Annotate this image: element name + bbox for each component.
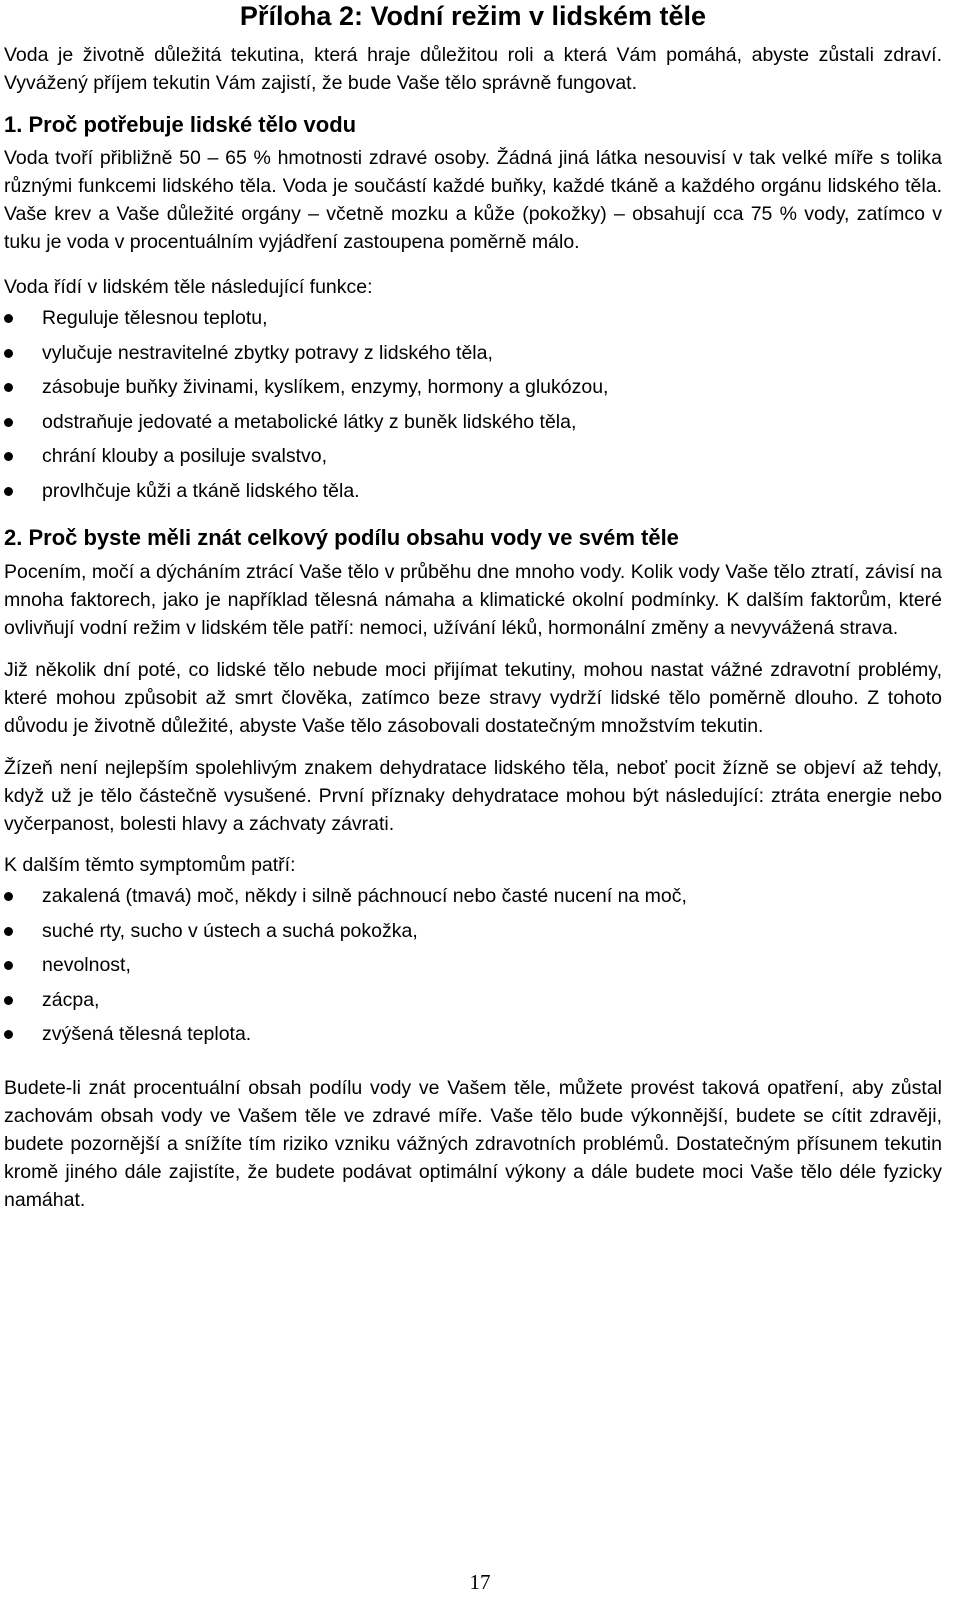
list-item: zásobuje buňky živinami, kyslíkem, enzymy, hormony a glukózou, [4,370,942,405]
list-item: Reguluje tělesnou teplotu, [4,301,942,336]
section-1-heading: 1. Proč potřebuje lidské tělo vodu [4,112,357,137]
list-item: suché rty, sucho v ústech a suchá pokožka, [4,914,942,949]
section-1-paragraph: Voda tvoří přibližně 50 – 65 % hmotnosti zdravé osoby. Žádná jiná látka nesouvisí v tak velké míře s tolika různými funkcemi lidského těla. Voda je součástí každé buňky, každé tkáně a každého orgánu lidského těla. Vaše krev a Vaše důležité orgány – včetně mozku a kůže (pokožky) – obsahují cca 75 % vody, zatímco v tuku je voda v procentuálním vyjádření zastoupena poměrně málo. [4,147,942,253]
bullet-icon [4,452,13,461]
list-item: chrání klouby a posiluje svalstvo, [4,439,942,474]
bullet-icon [4,1030,13,1039]
bullet-icon [4,349,13,358]
page-number: 17 [469,1570,491,1594]
page-title: Příloha 2: Vodní režim v lidském těle [239,1,707,31]
symptoms-list-intro: K dalším těmto symptomům patří: [4,854,296,876]
bullet-icon [4,996,13,1005]
functions-list-intro: Voda řídí v lidském těle následující funkce: [4,276,373,298]
symptoms-list [4,879,942,1052]
section-2-paragraph-4: Budete-li znát procentuální obsah podílu vody ve Vašem těle, můžete provést taková opatření, aby zůstal zachovám obsah vody ve Vašem těle ve zdravé míře. Vaše tělo bude výkonnější, budete se cítit zdravěji, budete pozornější a snížíte tím riziko vzniku vážných zdravotních problémů. Dostatečným přísunem tekutin kromě jiného dále zajistíte, že budete podávat optimální výkony a dále budete moci Vaše tělo déle fyzicky namáhat. [4,1076,942,1211]
list-item: odstraňuje jedovaté a metabolické látky z buněk lidského těla, [4,405,942,440]
bullet-icon [4,418,13,427]
list-item: zvýšená tělesná teplota. [4,1017,942,1052]
section-2-heading: 2. Proč byste měli znát celkový podílu obsahu vody ve svém těle [4,525,679,550]
bullet-icon [4,487,13,496]
list-item: zakalená (tmavá) moč, někdy i silně páchnoucí nebo časté nucení na moč, [4,879,942,914]
bullet-icon [4,927,13,936]
bullet-icon [4,314,13,323]
section-2-paragraph-1: Pocením, močí a dýcháním ztrácí Vaše tělo v průběhu dne mnoho vody. Kolik vody Vaše tělo ztratí, závisí na mnoha faktorech, jako je například tělesná námaha a klimatické okolní podmínky. K dalším faktorům, které ovlivňují vodní režim v lidském těle patří: nemoci, užívání léků, hormonální změny a nevyvážená strava. [4,561,942,639]
intro-paragraph: Voda je životně důležitá tekutina, která hraje důležitou roli a která Vám pomáhá, abyste zůstali zdraví. Vyvážený příjem tekutin Vám zajistí, že bude Vaše tělo správně fungovat. [4,44,942,94]
functions-list [4,301,942,508]
list-item: provlhčuje kůži a tkáně lidského těla. [4,474,942,509]
section-2-paragraph-2: Již několik dní poté, co lidské tělo nebude moci přijímat tekutiny, mohou nastat vážné zdravotní problémy, které mohou způsobit až smrt člověka, zatímco beze stravy vydrží lidské tělo poměrně dlouho. Z tohoto důvodu je životně důležité, abyste Vaše tělo zásobovali dostatečným množstvím tekutin. [4,659,942,737]
section-2-paragraph-3: Žízeň není nejlepším spolehlivým znakem dehydratace lidského těla, neboť pocit žízně se objeví až tehdy, když už je tělo částečně vysušené. První příznaky dehydratace mohou být následující: ztráta energie nebo vyčerpanost, bolesti hlavy a záchvaty závrati. [4,757,942,835]
list-item: zácpa, [4,983,942,1018]
bullet-icon [4,383,13,392]
bullet-icon [4,892,13,901]
list-item: vylučuje nestravitelné zbytky potravy z lidského těla, [4,336,942,371]
bullet-icon [4,961,13,970]
list-item: nevolnost, [4,948,942,983]
